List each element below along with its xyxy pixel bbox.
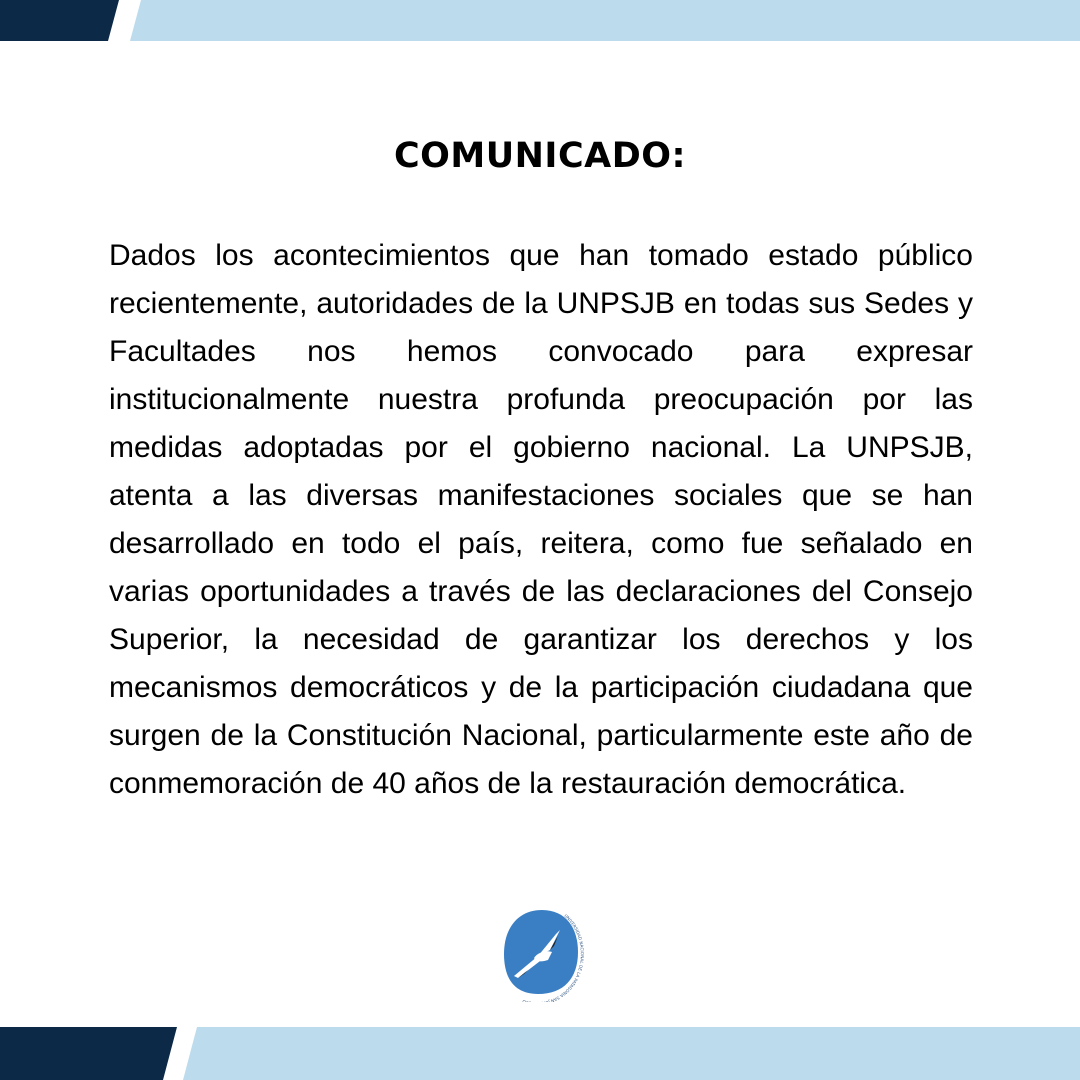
logo-ring-text: UNIVERSIDAD NACIONAL DE LA PATAGONIA SAN J O <box>521 913 585 1002</box>
top-decorative-band <box>0 0 1080 41</box>
page-title: COMUNICADO: <box>393 136 687 176</box>
top-band-graphic <box>0 0 1080 41</box>
bottom-band-graphic <box>0 1027 1080 1080</box>
top-light-blue-block <box>130 0 1080 41</box>
statement-body: Dados los acontecimientos que han tomado estado público recientemente, autoridades de la UNPSJB en todas sus Sedes y Facultades nos hemos convocado para expresar institucionalmente nuestra profunda preocupación por las medidas adoptadas por el gobierno nacional. La UNPSJB, atenta a las diversas manifestaciones sociales que se han desarrollado en todo el país, reitera, como fue señalado en varias oportunidades a través de las declaraciones del Consejo Superior, la necesidad de garantizar los derechos y los mecanismos democráticos y de la participación ciudadana que surgen de la Constitución Nacional, particularmente este año de conmemoración de 40 años de la restauración democrática. <box>109 239 973 800</box>
albatross-seal-icon <box>498 906 586 1002</box>
bottom-decorative-band <box>0 1027 1080 1080</box>
university-logo <box>498 906 586 1002</box>
bottom-navy-block <box>0 1027 177 1080</box>
logo-seal-shape <box>504 910 578 994</box>
top-navy-block <box>0 0 119 41</box>
bottom-light-blue-block <box>183 1027 1080 1080</box>
